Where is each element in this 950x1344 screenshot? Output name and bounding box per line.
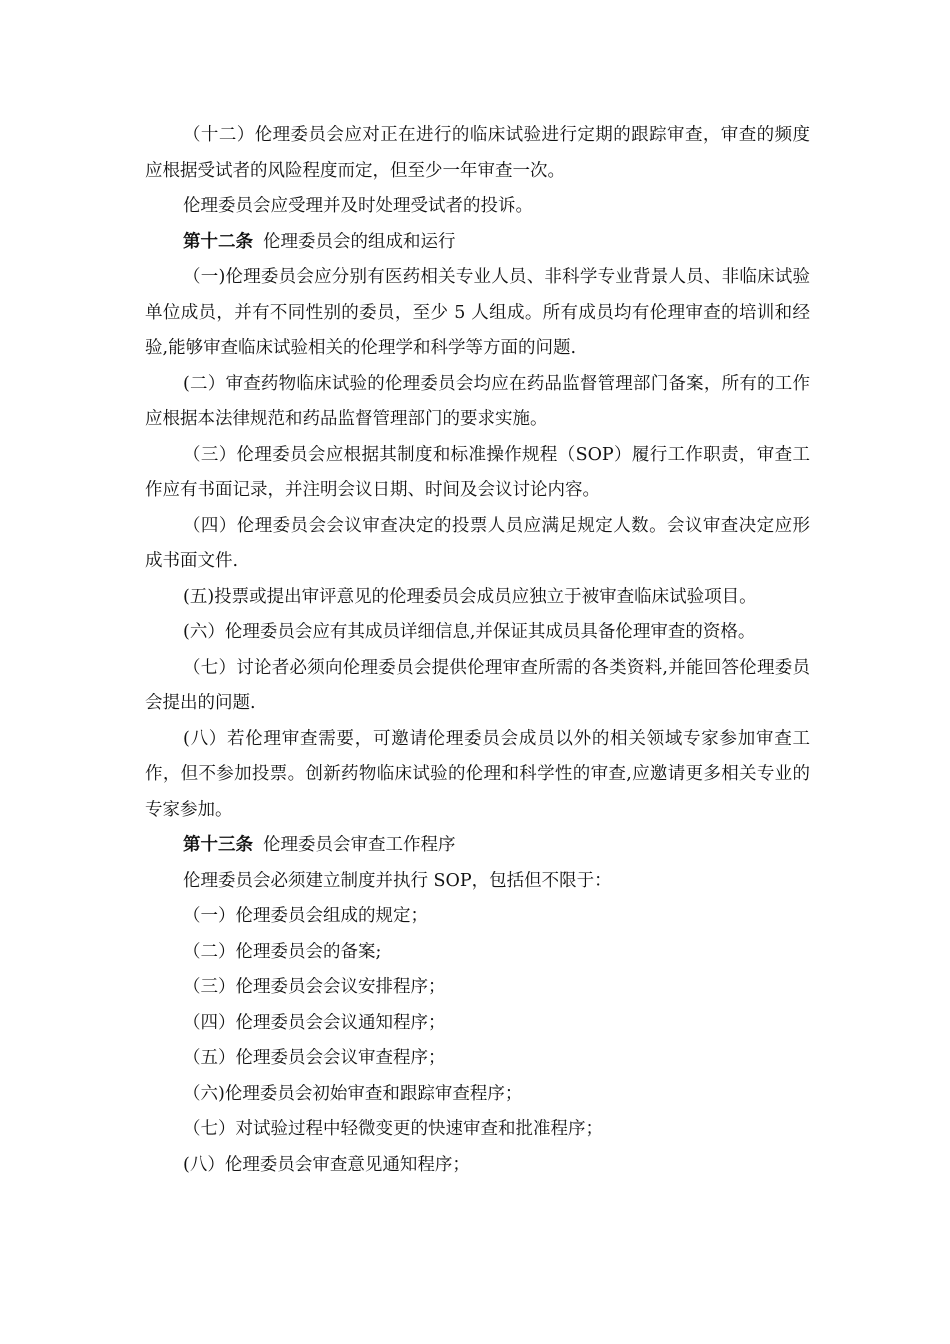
paragraph-12-followup-review: （十二）伦理委员会应对正在进行的临床试验进行定期的跟踪审查，审查的频度应根据受试者的风险程度而定，但至少一年审查一次。 <box>145 125 810 181</box>
paragraph-composition-5: (五)投票或提出审评意见的伦理委员会成员应独立于被审查临床试验项目。 <box>183 586 757 607</box>
article-13-title: 伦理委员会审查工作程序 <box>263 835 456 855</box>
paragraph-composition-6: (六）伦理委员会应有其成员详细信息,并保证其成员具备伦理审查的资格。 <box>183 622 756 642</box>
article-13-label: 第十三条 <box>183 835 253 855</box>
paragraph-sop-intro: 伦理委员会必须建立制度并执行 SOP，包括但不限于： <box>183 870 612 891</box>
list-item-sop-7: （七）对试验过程中轻微变更的快速审查和批准程序； <box>183 1119 603 1139</box>
list-item-sop-2: （二）伦理委员会的备案; <box>183 941 382 962</box>
list-item-sop-6: （六)伦理委员会初始审查和跟踪审查程序； <box>183 1083 523 1104</box>
paragraph-composition-2: (二）审查药物临床试验的伦理委员会均应在药品监督管理部门备案，所有的工作应根据本法律规范和药品监督管理部门的要求实施。 <box>145 373 810 429</box>
paragraph-composition-7: （七）讨论者必须向伦理委员会提供伦理审查所需的各类资料,并能回答伦理委员会提出的问题. <box>145 657 810 713</box>
paragraph-composition-1: （一)伦理委员会应分别有医药相关专业人员、非科学专业背景人员、非临床试验单位成员，并有不同性别的委员，至少 5 人组成。所有成员均有伦理审查的培训和经验,能够审查临床试验相关的伦理学和科学等方面的问题. <box>145 267 810 358</box>
paragraph-composition-8: (八）若伦理审查需要，可邀请伦理委员会成员以外的相关领域专家参加审查工作，但不参加投票。创新药物临床试验的伦理和科学性的审查,应邀请更多相关专业的专家参加。 <box>145 728 810 820</box>
list-item-sop-5: （五）伦理委员会会议审查程序； <box>183 1048 446 1068</box>
paragraph-complaints: 伦理委员会应受理并及时处理受试者的投诉。 <box>183 196 533 216</box>
article-12-title: 伦理委员会的组成和运行 <box>263 231 456 252</box>
paragraph-composition-4: （四）伦理委员会会议审查决定的投票人员应满足规定人数。会议审查决定应形成书面文件. <box>145 515 810 571</box>
list-item-sop-4: （四）伦理委员会会议通知程序； <box>183 1012 446 1033</box>
document-body <box>145 118 810 1183</box>
list-item-sop-1: （一）伦理委员会组成的规定； <box>183 906 428 926</box>
list-item-sop-3: （三）伦理委员会会议安排程序； <box>183 977 446 997</box>
article-12-heading <box>145 225 810 261</box>
article-12-label: 第十二条 <box>183 231 253 252</box>
paragraph-composition-3: （三）伦理委员会应根据其制度和标准操作规程（SOP）履行工作职责，审查工作应有书面记录，并注明会议日期、时间及会议讨论内容。 <box>145 444 810 500</box>
article-13-heading <box>145 828 810 864</box>
list-item-sop-8: (八）伦理委员会审查意见通知程序； <box>183 1154 470 1175</box>
